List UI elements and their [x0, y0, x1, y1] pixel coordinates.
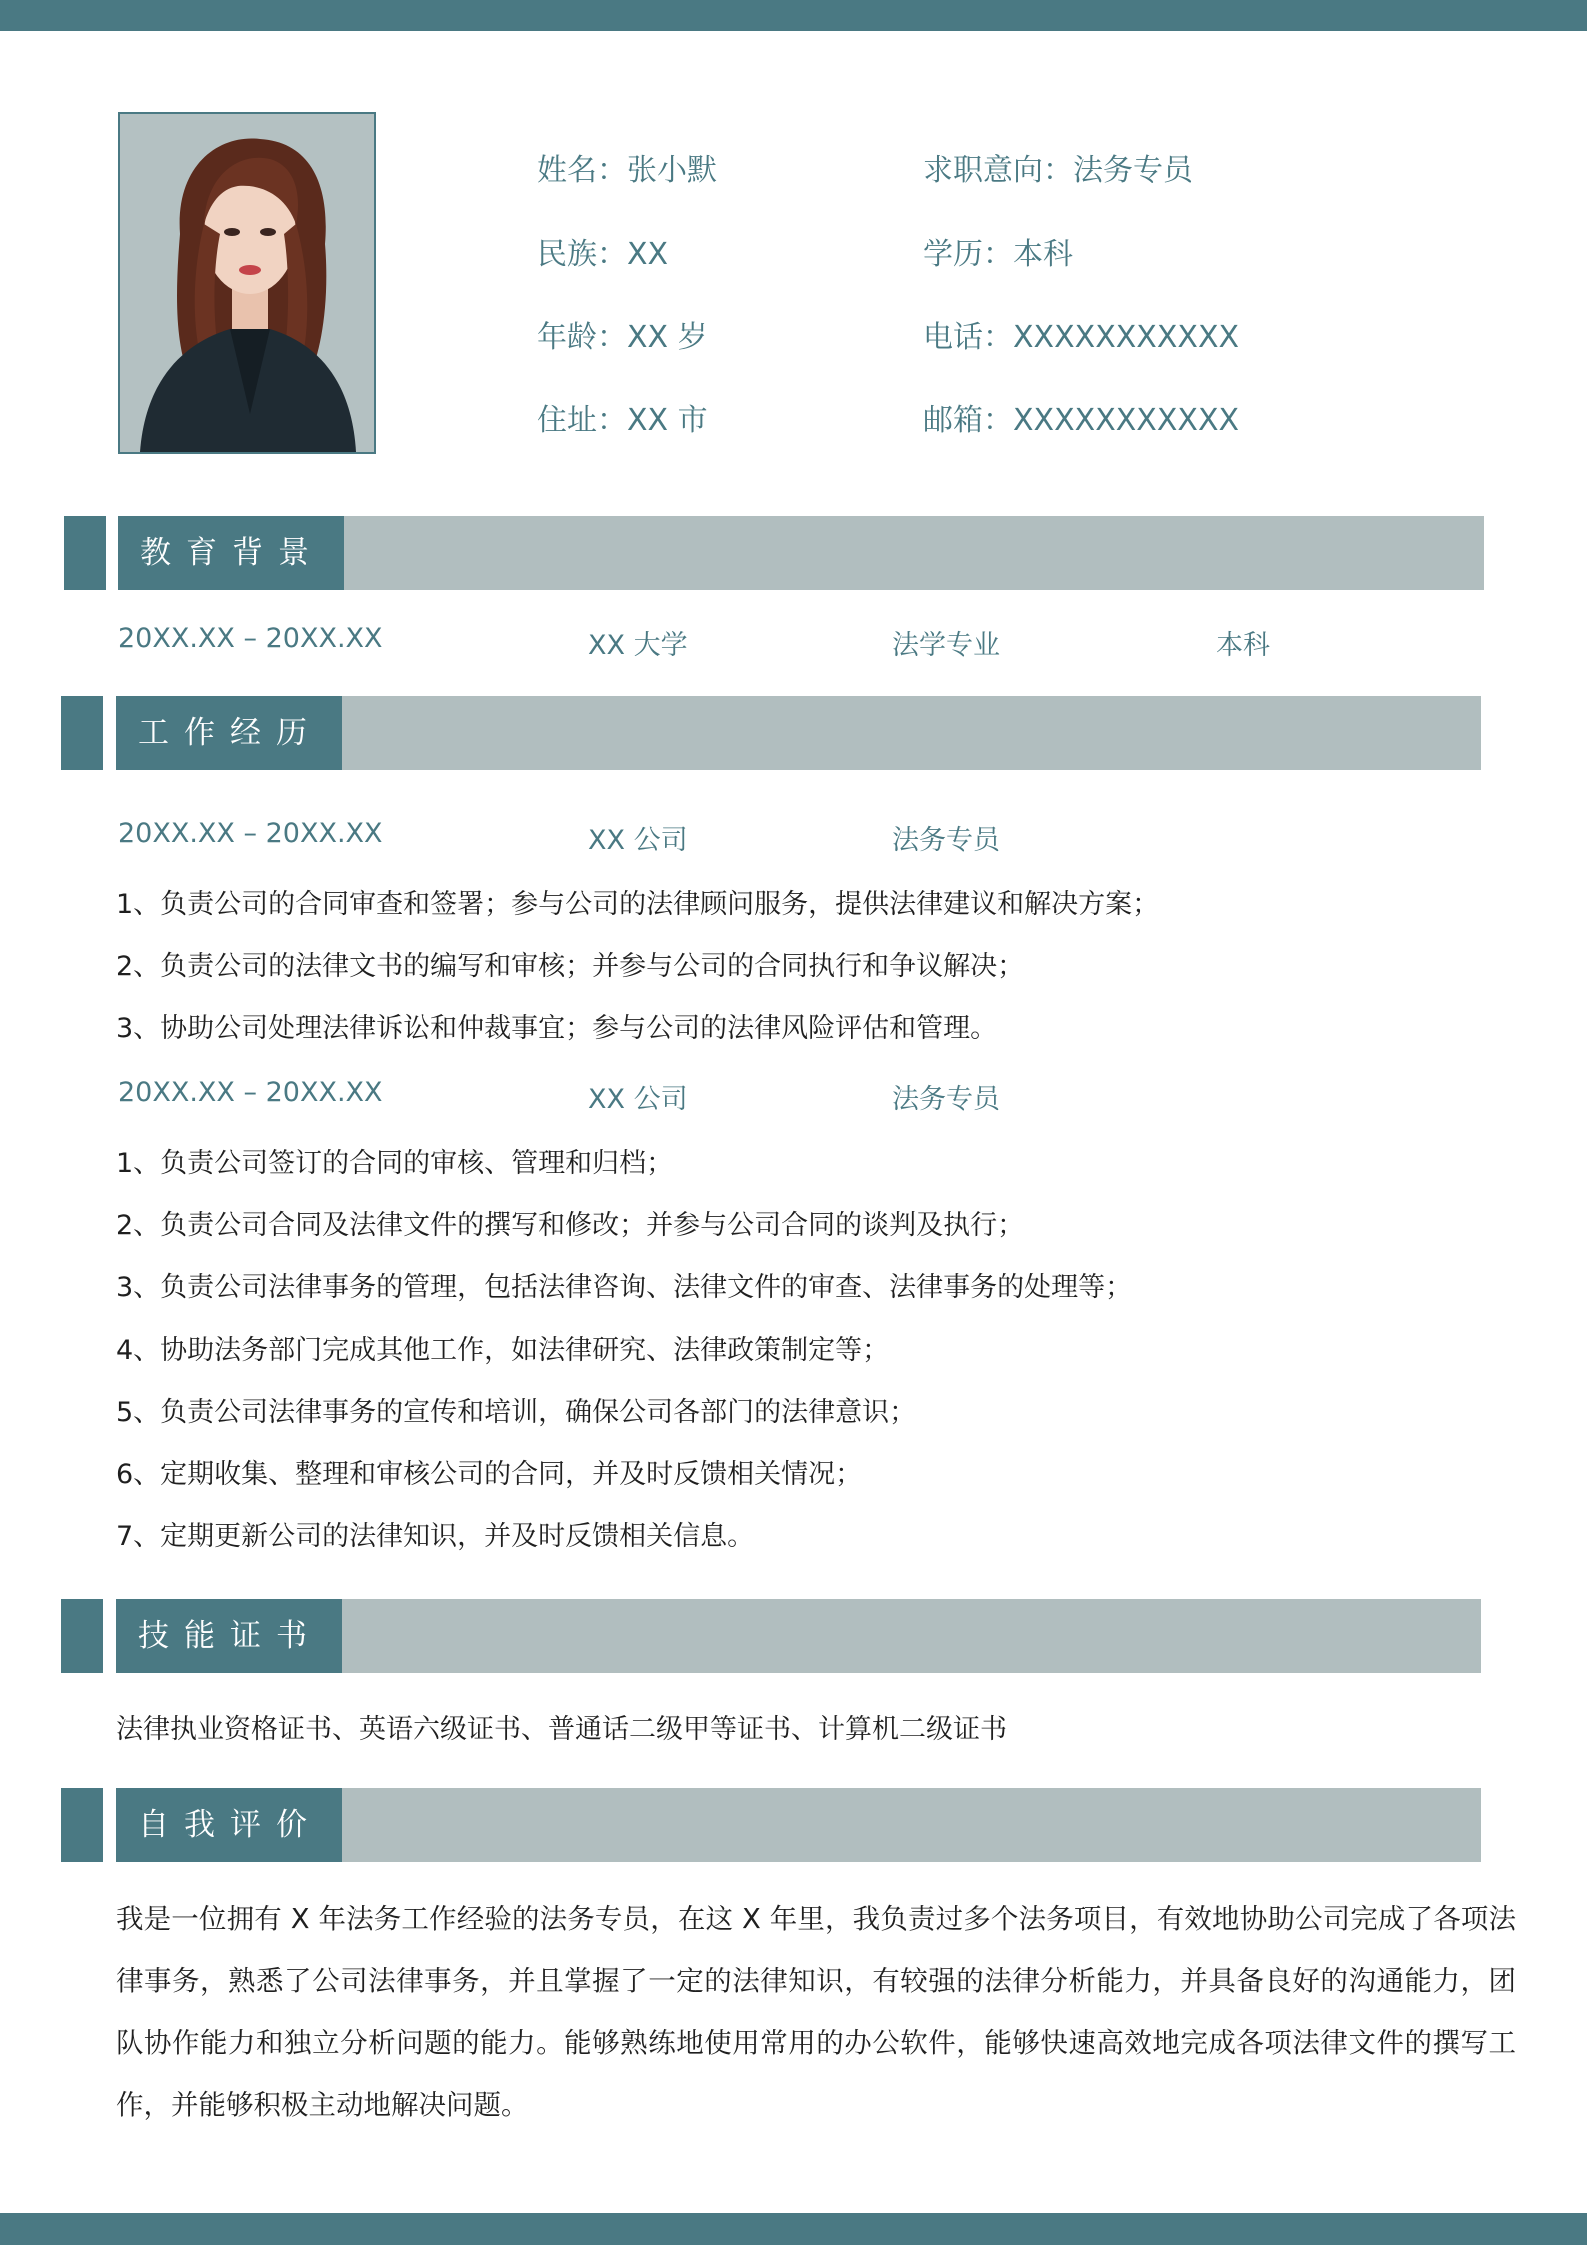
job-1-duty: 1、负责公司的合同审查和签署；参与公司的法律顾问服务，提供法律建议和解决方案； [116, 889, 1160, 920]
education-section-header [118, 516, 1484, 590]
skills-text: 法律执业资格证书、英语六级证书、普通话二级甲等证书、计算机二级证书 [116, 1714, 1007, 1745]
job-2-duty: 3、负责公司法律事务的管理，包括法律咨询、法律文件的审查、法律事务的处理等； [116, 1272, 1133, 1303]
skills-section-header [116, 1599, 1481, 1673]
self-evaluation-text: 我是一位拥有 X 年法务工作经验的法务专员，在这 X 年里，我负责过多个法务项目，有效地协助公司完成了各项法律事务，熟悉了公司法律事务，并且掌握了一定的法律知识，有较强的法律分析能力，并具备良好的沟通能力，团队协作能力和独立分析问题的能力。能够熟练地使用常用的办公软件，能够快速高效地完成各项法律文件的撰写工作，并能够积极主动地解决问题。 [116, 1903, 1516, 2121]
work-section-accent [61, 696, 103, 770]
education-degree: 本科 [1216, 630, 1270, 661]
education-period: 20XX.XX – 20XX.XX [118, 623, 383, 654]
info-ethnicity: 民族：XX [537, 237, 669, 272]
info-phone: 电话：XXXXXXXXXXX [923, 320, 1240, 355]
education-school: XX 大学 [588, 630, 688, 661]
info-education: 学历：本科 [923, 237, 1073, 272]
profile-photo [118, 112, 376, 454]
job-2-duty: 7、定期更新公司的法律知识，并及时反馈相关信息。 [116, 1521, 755, 1552]
info-age: 年龄：XX 岁 [537, 320, 708, 355]
job-1-company: XX 公司 [588, 825, 688, 856]
job-1-duty: 2、负责公司的法律文书的编写和审核；并参与公司的合同执行和争议解决； [116, 951, 1025, 982]
job-2-duty: 6、定期收集、整理和审核公司的合同，并及时反馈相关情况； [116, 1459, 863, 1490]
info-email: 邮箱：XXXXXXXXXXX [923, 403, 1240, 438]
job-2-period: 20XX.XX – 20XX.XX [118, 1077, 383, 1108]
job-2-duty: 2、负责公司合同及法律文件的撰写和修改；并参与公司合同的谈判及执行； [116, 1210, 1025, 1241]
education-section-accent [64, 516, 106, 590]
self-section-title: 自我评价 [116, 1788, 342, 1862]
job-2-duty: 1、负责公司签订的合同的审核、管理和归档； [116, 1148, 674, 1179]
job-2-company: XX 公司 [588, 1084, 688, 1115]
skills-section-accent [61, 1599, 103, 1673]
self-section-accent [61, 1788, 103, 1862]
info-name: 姓名：张小默 [537, 153, 717, 188]
self-section-header [116, 1788, 1481, 1862]
skills-section-title: 技能证书 [116, 1599, 342, 1673]
work-section-header [116, 696, 1481, 770]
job-2-duty: 4、协助法务部门完成其他工作，如法律研究、法律政策制定等； [116, 1335, 890, 1366]
work-section-title: 工作经历 [116, 696, 342, 770]
info-address: 住址：XX 市 [537, 403, 708, 438]
job-2-title: 法务专员 [892, 1084, 1000, 1115]
job-1-duty: 3、协助公司处理法律诉讼和仲裁事宜；参与公司的法律风险评估和管理。 [116, 1013, 998, 1044]
education-major: 法学专业 [892, 630, 1000, 661]
top-band [0, 0, 1587, 31]
job-1-title: 法务专员 [892, 825, 1000, 856]
job-2-duty: 5、负责公司法律事务的宣传和培训，确保公司各部门的法律意识； [116, 1397, 917, 1428]
job-1-period: 20XX.XX – 20XX.XX [118, 818, 383, 849]
education-section-title: 教育背景 [118, 516, 344, 590]
info-intention: 求职意向：法务专员 [923, 153, 1193, 188]
bottom-band [0, 2213, 1587, 2245]
